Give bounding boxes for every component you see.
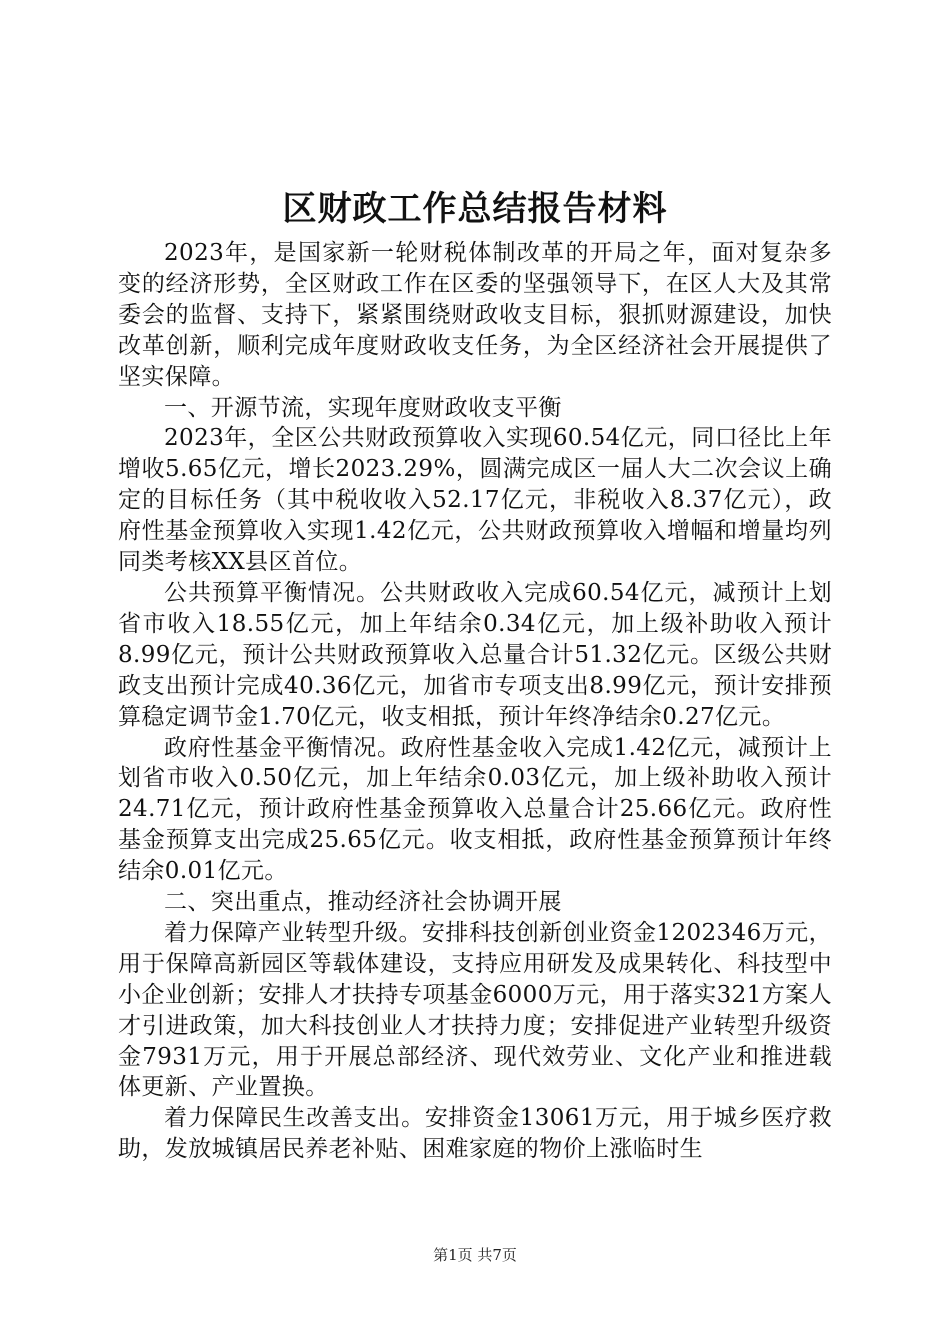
section-heading-2: 二、突出重点，推动经济社会协调开展	[164, 889, 562, 916]
page-footer: 第1页 共7页	[433, 1246, 517, 1264]
paragraph-intro: 2023年，是国家新一轮财税体制改革的开局之年，面对复杂多变的经济形势，全区财政工作在区委的坚强领导下，在区人大及其常委会的监督、支持下，紧紧围绕财政收支目标，狠抓财源建设，加快改革创新，顺利完成年度财政收支任务，为全区经济社会开展提供了坚实保障。	[118, 240, 832, 390]
paragraph-fund-budget: 政府性基金平衡情况。政府性基金收入完成1.42亿元，减预计上划省市收入0.50亿元，加上年结余0.03亿元，加上级补助收入预计24.71亿元，预计政府性基金预算收入总量合计25.66亿元。政府性基金预算支出完成25.65亿元。收支相抵，政府性基金预算预计年终结余0.01亿元。	[118, 734, 832, 885]
paragraph-industry: 着力保障产业转型升级。安排科技创新创业资金1202346万元，用于保障高新园区等载体建设，支持应用研发及成果转化、科技型中小企业创新；安排人才扶持专项基金6000万元，用于落实321方案人才引进政策，加大科技创业人才扶持力度；安排促进产业转型升级资金7931万元，用于开展总部经济、现代效劳业、文化产业和推进载体更新、产业置换。	[118, 919, 832, 1101]
document-body	[118, 238, 832, 1165]
paragraph-public-budget: 公共预算平衡情况。公共财政收入完成60.54亿元，减预计上划省市收入18.55亿元，加上年结余0.34亿元，加上级补助收入预计8.99亿元，预计公共财政预算收入总量合计51.32亿元。区级公共财政支出预计完成40.36亿元，加省市专项支出8.99亿元，预计安排预算稳定调节金1.70亿元，收支相抵，预计年终净结余0.27亿元。	[118, 579, 832, 730]
document-title: 区财政工作总结报告材料	[282, 189, 668, 229]
section-heading-1: 一、开源节流，实现年度财政收支平衡	[164, 394, 562, 421]
paragraph-livelihood: 着力保障民生改善支出。安排资金13061万元，用于城乡医疗救助，发放城镇居民养老补贴、困难家庭的物价上涨临时生	[118, 1105, 832, 1163]
paragraph-revenue: 2023年，全区公共财政预算收入实现60.54亿元，同口径比上年增收5.65亿元，增长2023.29%，圆满完成区一届人大二次会议上确定的目标任务（其中税收收入52.17亿元，非税收入8.37亿元），政府性基金预算收入实现1.42亿元，公共财政预算收入增幅和增量均列同类考核XX县区首位。	[118, 425, 832, 576]
